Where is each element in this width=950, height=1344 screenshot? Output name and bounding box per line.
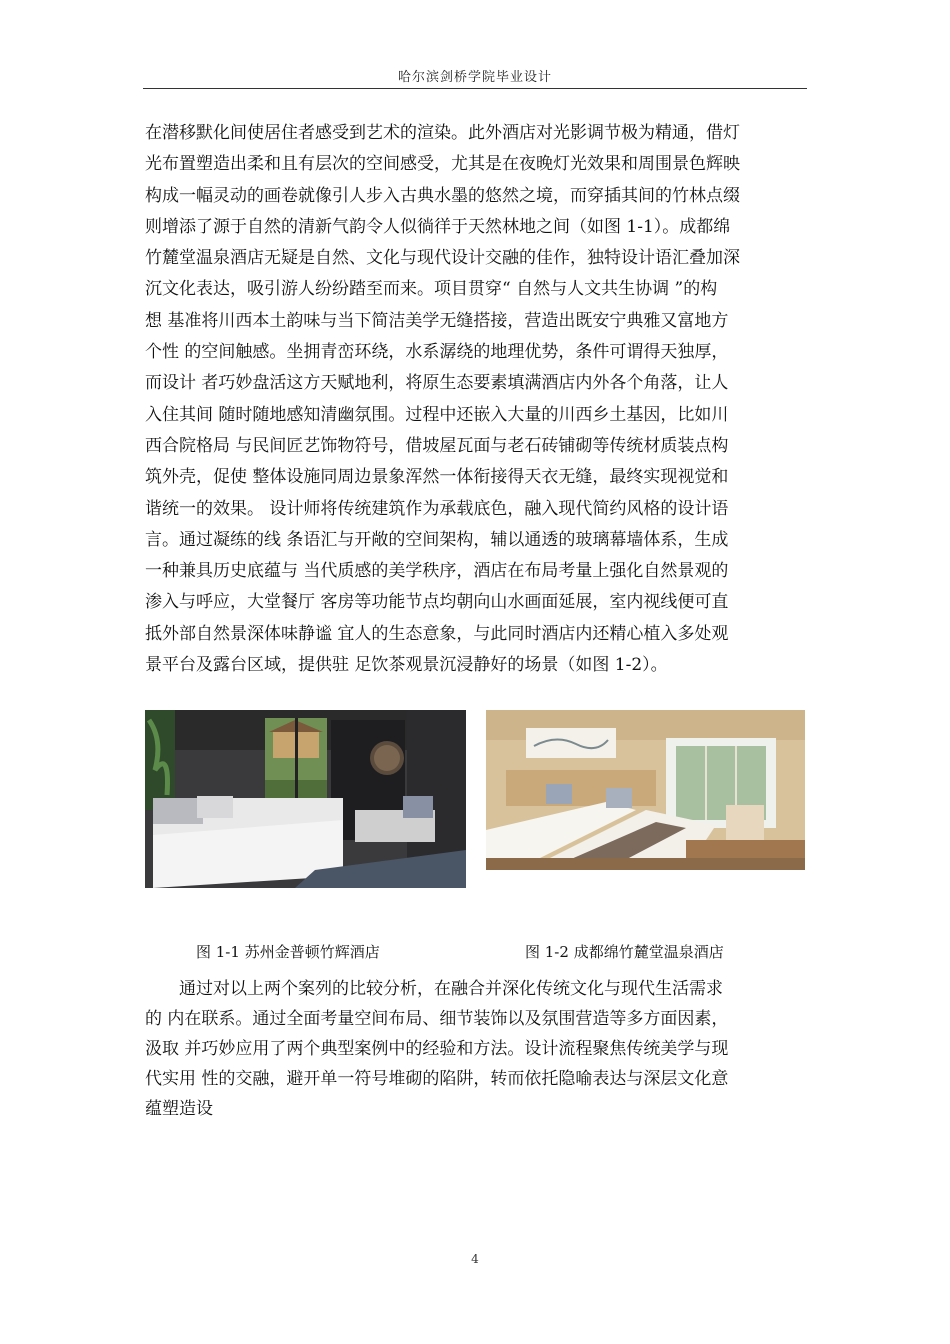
body-paragraph-1 (145, 118, 815, 681)
text-line: 抵外部自然景深体味静谧 宜人的生态意象，与此同时酒店内还精心植入多处观 (145, 623, 729, 644)
text-line: 汲取 并巧妙应用了两个典型案例中的经验和方法。设计流程聚焦传统美学与现 (145, 1039, 729, 1059)
page-header: 哈尔滨剑桥学院毕业设计 (397, 70, 552, 85)
text-line: 沉文化表达，吸引游人纷纷踏至而来。项目贯穿“ 自然与人文共生协调 ”的构 (145, 279, 718, 300)
text-line: 筑外壳，促使 整体设施同周边景象浑然一体衔接得天衣无缝，最终实现视觉和 (145, 467, 729, 488)
text-line: 在潜移默化间使居住者感受到艺术的渲染。此外酒店对光影调节极为精通，借灯 (145, 123, 740, 143)
text-line: 西合院格局 与民间匠艺饰物符号，借坡屋瓦面与老石砖铺砌等传统材质装点构 (145, 435, 729, 456)
text-line: 光布置塑造出柔和且有层次的空间感受，尤其是在夜晚灯光效果和周围景色辉映 (145, 154, 740, 175)
body-paragraph-2 (145, 974, 815, 1124)
header-divider (143, 88, 807, 89)
text-line: 谐统一的效果。 设计师将传统建筑作为承载底色，融入现代简约风格的设计语 (145, 498, 729, 519)
text-line: 通过对以上两个案列的比较分析，在融合并深化传统文化与现代生活需求 (179, 979, 723, 999)
page-number: 4 (471, 1252, 479, 1266)
text-line: 蕴塑造设 (145, 1099, 213, 1119)
text-line: 而设计 者巧妙盘活这方天赋地利，将原生态要素填满酒店内外各个角落，让人 (145, 373, 729, 394)
figure-1-2-caption: 图 1-2 成都绵竹麓堂温泉酒店 (525, 943, 724, 961)
text-line: 想 基准将川西本土韵味与当下简洁美学无缝搭接，营造出既安宁典雅又富地方 (145, 310, 729, 331)
figure-1-1-photo (145, 710, 466, 888)
text-line: 一种兼具历史底蕴与 当代质感的美学秩序，酒店在布局考量上强化自然景观的 (145, 561, 729, 582)
text-line: 的 内在联系。通过全面考量空间布局、细节装饰以及氛围营造等多方面因素， (145, 1009, 729, 1029)
text-line: 则增添了源于自然的清新气韵令人似徜徉于天然林地之间（如图 1-1）。成都绵 (145, 216, 731, 237)
text-line: 个性 的空间触感。坐拥青峦环绕，水系潺绕的地理优势，条件可谓得天独厚， (145, 342, 729, 363)
text-line: 竹麓堂温泉酒店无疑是自然、文化与现代设计交融的佳作，独特设计语汇叠加深 (145, 248, 740, 269)
text-line: 景平台及露台区域，提供驻 足饮茶观景沉浸静好的场景（如图 1-2）。 (145, 655, 668, 676)
text-line: 言。通过凝练的线 条语汇与开敞的空间架构，辅以通透的玻璃幕墙体系，生成 (145, 529, 729, 550)
figure-1-1-caption: 图 1-1 苏州金普顿竹辉酒店 (196, 943, 380, 961)
text-line: 入住其间 随时随地感知清幽氛围。过程中还嵌入大量的川西乡土基因，比如川 (145, 404, 729, 425)
text-line: 构成一幅灵动的画卷就像引人步入古典水墨的悠然之境，而穿插其间的竹林点缀 (145, 185, 740, 206)
figure-1-2-photo (486, 710, 805, 870)
text-line: 代实用 性的交融，避开单一符号堆砌的陷阱，转而依托隐喻表达与深层文化意 (145, 1069, 729, 1089)
text-line: 渗入与呼应，大堂餐厅 客房等功能节点均朝向山水画面延展，室内视线便可直 (145, 592, 729, 613)
